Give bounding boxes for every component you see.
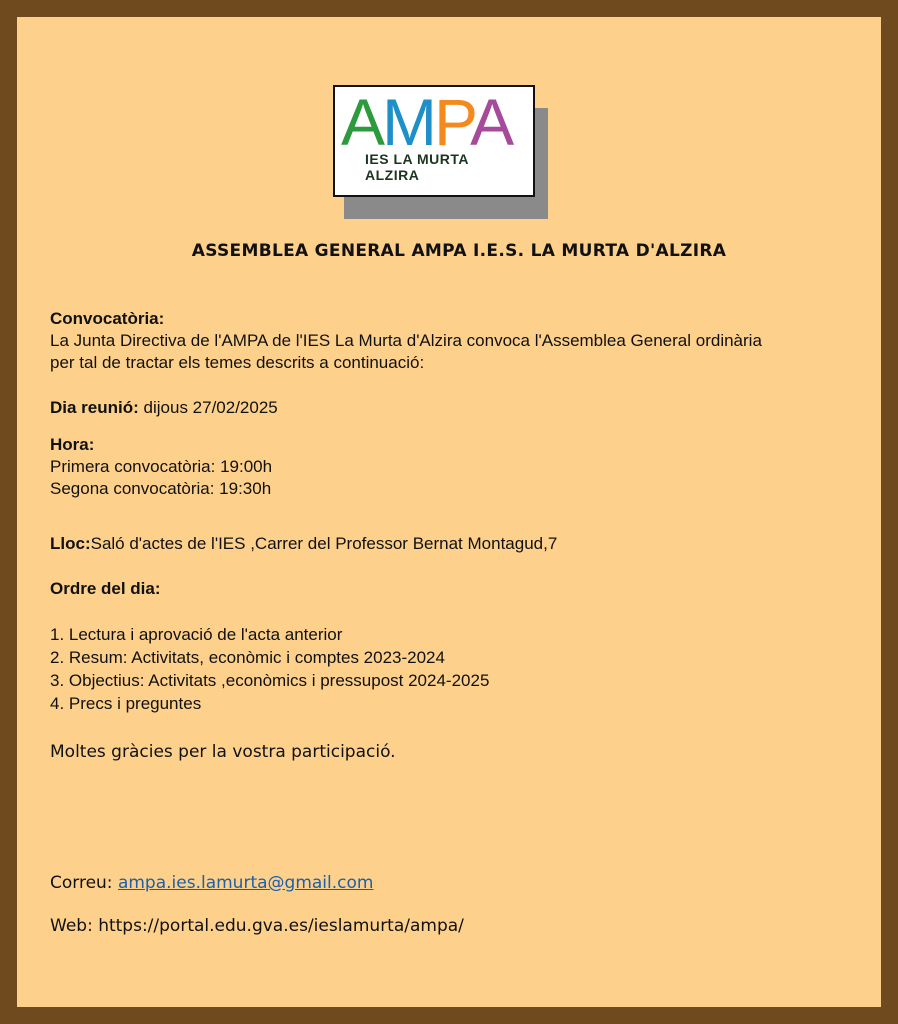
convocatoria-section xyxy=(50,308,762,374)
convocatoria-text-2: per tal de tractar els temes descrits a continuació: xyxy=(50,353,425,372)
notice-page xyxy=(17,17,881,1007)
convocatoria-label: Convocatòria: xyxy=(50,309,165,328)
email-link[interactable]: ampa.ies.lamurta@gmail.com xyxy=(117,873,374,893)
ordre-item: 3. Objectius: Activitats ,econòmics i pressupost 2024-2025 xyxy=(50,671,490,690)
logo-line-1: IES LA MURTA xyxy=(365,151,469,167)
lloc-row xyxy=(50,533,557,555)
ordre-item: 1. Lectura i aprovació de l'acta anterior xyxy=(50,625,343,644)
convocatoria-text-1: La Junta Directiva de l'AMPA de l'IES La Murta d'Alzira convoca l'Assemblea General ordinària xyxy=(50,331,762,350)
correu-label: Correu: xyxy=(50,873,113,893)
ordre-item: 4. Precs i preguntes xyxy=(50,694,202,713)
dia-value: dijous 27/02/2025 xyxy=(138,398,278,417)
correu-row xyxy=(50,872,373,894)
logo-letter-a2: A xyxy=(470,85,512,159)
lloc-value: Saló d'actes de l'IES ,Carrer del Professor Bernat Montagud,7 xyxy=(90,534,558,553)
ordre-label: Ordre del dia: xyxy=(50,579,161,598)
logo-line-2: ALZIRA xyxy=(365,167,420,183)
hora-label: Hora: xyxy=(50,435,95,454)
logo-subtitle xyxy=(365,151,469,183)
dia-row xyxy=(50,397,278,419)
hora-primera: Primera convocatòria: 19:00h xyxy=(50,457,273,476)
dia-label: Dia reunió: xyxy=(50,398,139,417)
web-url: https://portal.edu.gva.es/ieslamurta/ampa/ xyxy=(98,916,464,936)
logo-letter-p: P xyxy=(434,85,471,159)
lloc-label: Lloc: xyxy=(50,534,91,553)
logo-letter-m: M xyxy=(382,85,435,159)
ordre-item: 2. Resum: Activitats, econòmic i comptes 2023-2024 xyxy=(50,648,445,667)
page-title: ASSEMBLEA GENERAL AMPA I.E.S. LA MURTA D'ALZIRA xyxy=(191,241,727,261)
logo-letter-a1: A xyxy=(341,85,383,159)
thanks-text: Moltes gràcies per la vostra participació. xyxy=(50,742,396,762)
ampa-logo xyxy=(333,85,535,197)
ordre-list xyxy=(50,623,489,715)
web-row xyxy=(50,915,464,937)
hora-segona: Segona convocatòria: 19:30h xyxy=(50,479,272,498)
web-label: Web: xyxy=(50,916,93,936)
hora-section xyxy=(50,434,272,500)
